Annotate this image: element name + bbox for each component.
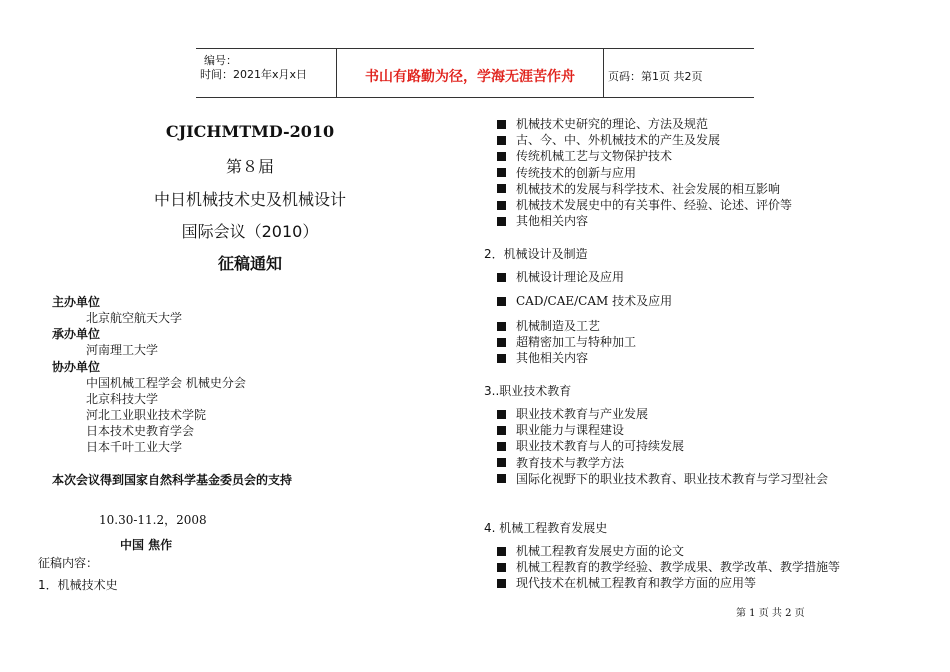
list-item: 机械设计理论及应用: [497, 269, 624, 285]
list-item: 教育技术与教学方法: [497, 455, 828, 471]
square-bullet-icon: [497, 152, 506, 161]
co-organizer-item: 日本技术史教育学会: [86, 424, 195, 438]
list-item: 超精密加工与特种加工: [497, 334, 636, 350]
host-org: 北京航空航天大学: [86, 311, 183, 325]
co-organizer-item: 河北工业职业技术学院: [86, 408, 207, 422]
square-bullet-icon: [497, 168, 506, 177]
call-for-papers-label: 征稿内容：: [38, 556, 99, 570]
header-table: [196, 48, 754, 98]
list-item: 其他相关内容: [497, 213, 792, 229]
list-item: 古、今、中、外机械技术的产生及发展: [497, 132, 792, 148]
page-footer: 第 1 页 共 2 页: [736, 608, 805, 619]
list-item: 机械技术史研究的理论、方法及规范: [497, 116, 792, 132]
header-cell-left: [196, 49, 337, 97]
square-bullet-icon: [497, 547, 506, 556]
topic-3-list: [497, 406, 828, 487]
conference-dates: 10.30-11.2，2008: [99, 513, 207, 527]
square-bullet-icon: [497, 217, 506, 226]
host-label: 主办单位: [52, 295, 101, 309]
co-organizer-item: 北京科技大学: [86, 392, 159, 406]
undertaker-org: 河南理工大学: [86, 343, 159, 357]
topic-2-list-b: [497, 293, 672, 309]
conference-location: 中国 焦作: [120, 538, 173, 552]
square-bullet-icon: [497, 201, 506, 210]
list-item: 职业能力与课程建设: [497, 422, 828, 438]
list-item: CAD/CAE/CAM 技术及应用: [497, 293, 672, 309]
topic-1-title: 1．机械技术史: [38, 578, 118, 592]
list-item: 传统机械工艺与文物保护技术: [497, 148, 792, 164]
conference-name: 中日机械技术史及机械设计: [153, 190, 346, 209]
motto-text: 书山有路勤为径，学海无涯苦作舟: [365, 69, 575, 85]
list-item: 现代技术在机械工程教育和教学方面的应用等: [497, 575, 840, 591]
topic-2-title: 2．机械设计及制造: [484, 247, 588, 261]
square-bullet-icon: [497, 442, 506, 451]
topic-3-title: 3..职业技术教育: [484, 384, 572, 398]
list-item: 机械技术发展史中的有关事件、经验、论述、评价等: [497, 197, 792, 213]
co-organizer-item: 中国机械工程学会 机械史分会: [86, 376, 246, 390]
list-item: 职业技术教育与产业发展: [497, 406, 828, 422]
square-bullet-icon: [497, 354, 506, 363]
list-item: 国际化视野下的职业技术教育、职业技术教育与学习型社会: [497, 471, 828, 487]
topic-2-list-a: [497, 269, 624, 285]
list-item: 其他相关内容: [497, 350, 636, 366]
page-info: 页码：第1页 共2页: [608, 70, 703, 83]
topic-4-title: 4. 机械工程教育发展史: [484, 521, 608, 535]
list-item: 机械制造及工艺: [497, 318, 636, 334]
header-cell-center: [337, 49, 604, 97]
notice-title: 征稿通知: [217, 254, 282, 273]
square-bullet-icon: [497, 322, 506, 331]
square-bullet-icon: [497, 579, 506, 588]
square-bullet-icon: [497, 338, 506, 347]
session-number: 第８届: [225, 157, 274, 176]
list-item: 机械工程教育的教学经验、教学成果、教学改革、教学措施等: [497, 559, 840, 575]
list-item: 机械工程教育发展史方面的论文: [497, 543, 840, 559]
square-bullet-icon: [497, 184, 506, 193]
topic-2-list-c: [497, 318, 636, 367]
topic-4-list: [497, 543, 840, 592]
list-item: 机械技术的发展与科学技术、社会发展的相互影响: [497, 181, 792, 197]
square-bullet-icon: [497, 474, 506, 483]
square-bullet-icon: [497, 120, 506, 129]
list-item: 传统技术的创新与应用: [497, 165, 792, 181]
number-label: 编号：: [204, 54, 237, 67]
support-statement: 本次会议得到国家自然科学基金委员会的支持: [52, 473, 293, 487]
conference-code: CJICHMTMD-2010: [165, 122, 335, 141]
conference-year: 国际会议（2010）: [181, 222, 319, 241]
square-bullet-icon: [497, 273, 506, 282]
header-cell-right: [604, 49, 754, 97]
list-item: 职业技术教育与人的可持续发展: [497, 438, 828, 454]
undertaker-label: 承办单位: [52, 327, 101, 341]
square-bullet-icon: [497, 458, 506, 467]
square-bullet-icon: [497, 426, 506, 435]
co-organizer-label: 协办单位: [52, 360, 101, 374]
time-label: 时间：2021年x月x日: [200, 68, 308, 81]
co-organizer-item: 日本千叶工业大学: [86, 440, 183, 454]
square-bullet-icon: [497, 410, 506, 419]
square-bullet-icon: [497, 136, 506, 145]
square-bullet-icon: [497, 563, 506, 572]
topic-1-list: [497, 116, 792, 229]
square-bullet-icon: [497, 297, 506, 306]
